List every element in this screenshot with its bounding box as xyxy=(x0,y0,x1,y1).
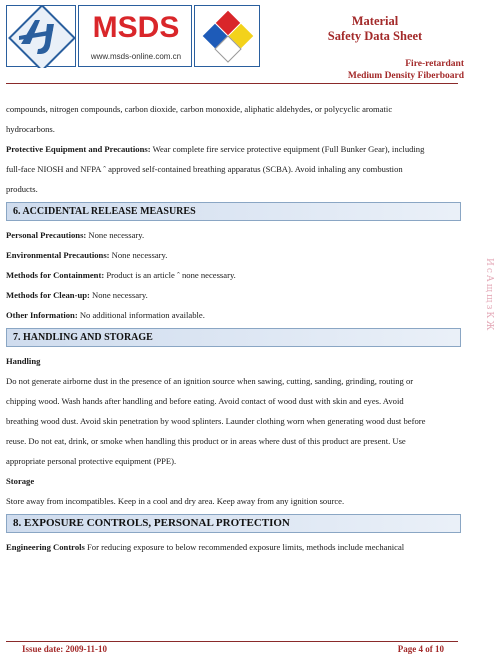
side-stamp: ИсАщщзКЖ xyxy=(484,258,494,333)
personal-label: Personal Precautions: xyxy=(6,230,87,240)
engineering-controls xyxy=(6,537,461,557)
section-8-heading: 8. EXPOSURE CONTROLS, PERSONAL PROTECTION xyxy=(6,514,461,533)
header-rule xyxy=(6,83,458,84)
issue-date: Issue date: 2009-11-10 xyxy=(22,644,107,654)
handling-line: reuse. Do not eat, drink, or smoke when handling this product or in areas where dust of this product are present. Use xyxy=(6,436,406,446)
msds-url: www.msds-online.com.cn xyxy=(90,52,182,61)
environmental-text: None necessary. xyxy=(109,250,168,260)
environmental-label: Environmental Precautions: xyxy=(6,250,110,260)
containment-text: Product is an article ˆ none necessary. xyxy=(104,270,236,280)
other-information xyxy=(6,305,461,325)
handling-line: Do not generate airborne dust in the presence of an ignition source when sawing, cutting, sanding, grinding, routing or xyxy=(6,376,414,386)
product-name xyxy=(348,58,464,82)
protective-text: Wear complete fire service protective equipment (Full Bunker Gear), including xyxy=(150,144,425,154)
cleanup-label: Methods for Clean-up: xyxy=(6,290,90,300)
engineering-text: For reducing exposure to below recommended exposure limits, methods include mechanical xyxy=(84,542,405,552)
document-title xyxy=(310,14,440,44)
nfpa-diamond xyxy=(194,5,260,67)
protective-equipment-line: full-face NIOSH and NFPA ˆ approved self-contained breathing apparatus (SCBA). Avoid inhaling any combustion xyxy=(6,164,403,174)
personal-text: None necessary. xyxy=(86,230,145,240)
engineering-label: Engineering Controls xyxy=(6,542,85,552)
intro-line: hydrocarbons. xyxy=(6,124,55,134)
aj-logo xyxy=(6,5,76,67)
intro-line: compounds, nitrogen compounds, carbon dioxide, carbon monoxide, aliphatic aldehydes, or polycyclic aromatic xyxy=(6,104,393,114)
environmental-precautions xyxy=(6,245,461,265)
cleanup-text: None necessary. xyxy=(89,290,148,300)
msds-logo xyxy=(78,5,192,67)
other-text: No additional information available. xyxy=(77,310,205,320)
product-line-1: Fire-retardant xyxy=(405,59,464,69)
document-header xyxy=(0,0,500,86)
handling-heading: Handling xyxy=(6,356,41,366)
section-7-heading: 7. HANDLING AND STORAGE xyxy=(6,328,461,347)
containment-methods xyxy=(6,265,461,285)
other-label: Other Information: xyxy=(6,310,78,320)
product-line-2: Medium Density Fiberboard xyxy=(347,71,464,81)
section-6-heading: 6. ACCIDENTAL RELEASE MEASURES xyxy=(6,202,461,221)
protective-equipment-line xyxy=(6,139,461,159)
title-line-1: Material xyxy=(351,14,399,28)
cleanup-methods xyxy=(6,285,461,305)
msds-logo-text: MSDS xyxy=(92,11,180,44)
containment-label: Methods for Containment: xyxy=(6,270,105,280)
aj-logo-icon xyxy=(7,6,77,68)
protective-label: Protective Equipment and Precautions: xyxy=(6,144,151,154)
handling-line: breathing wood dust. Avoid skin penetration by wood splinters. Launder clothing worn when generating wood dust before xyxy=(6,416,426,426)
title-line-2: Safety Data Sheet xyxy=(327,29,423,43)
protective-equipment-line: products. xyxy=(6,184,38,194)
footer-rule xyxy=(6,641,458,642)
personal-precautions xyxy=(6,225,461,245)
storage-heading: Storage xyxy=(6,476,35,486)
document-body xyxy=(6,99,461,557)
nfpa-diamond-icon xyxy=(195,6,261,68)
handling-line: chipping wood. Wash hands after handling and before eating. Avoid contact of wood dust with skin and eyes. Avoid xyxy=(6,396,404,406)
storage-line: Store away from incompatibles. Keep in a cool and dry area. Keep away from any ignition source. xyxy=(6,496,345,506)
handling-line: appropriate personal protective equipment (PPE). xyxy=(6,456,177,466)
page-number: Page 4 of 10 xyxy=(397,644,444,654)
